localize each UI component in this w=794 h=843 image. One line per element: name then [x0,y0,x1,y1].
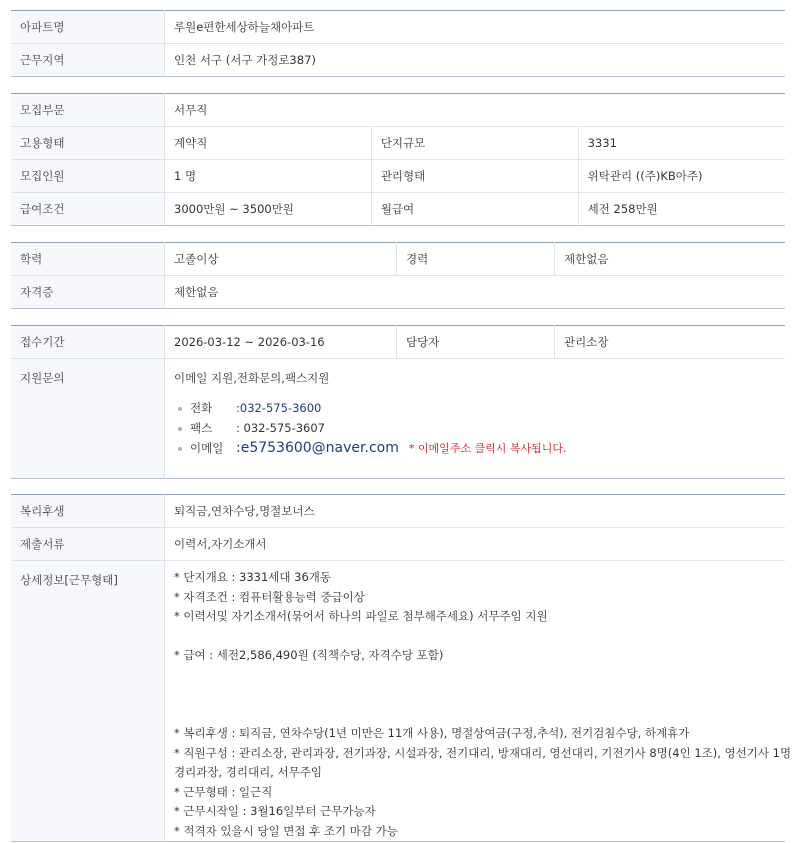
detail-line [174,685,785,705]
fax-label: 팩스 [190,421,213,435]
detail-table [11,494,792,842]
contact-email [176,438,785,459]
contact-phone [176,398,785,418]
inquiry-label: 지원문의 [11,359,165,479]
dept-label: 모집부문 [11,94,165,127]
phone-value[interactable]: :032-575-3600 [236,401,322,415]
inquiry-value: 이메일 지원,전화문의,팩스지원 [174,371,330,385]
dept-value: 서무직 [165,94,786,127]
contact-list [174,398,785,459]
detail-line [174,705,785,725]
career-label: 경력 [397,243,555,276]
edu-value: 고졸이상 [165,243,397,276]
qualification-table [11,242,785,309]
detail-line: * 복리후생 : 퇴직금, 연차수당(1년 미만은 11개 사용), 명절상여금(구정,추석), 전기검침수당, 하계휴가 [174,726,690,740]
salary-label: 급여조건 [11,193,165,226]
apply-table [11,325,785,479]
detail-line: * 급여 : 세전2,586,490원 (직책수당, 자격수당 포함) [174,648,444,662]
headcount-label: 모집인원 [11,160,165,193]
manager-label: 담당자 [397,326,555,359]
detail-line: * 이력서및 자기소개서(묶어서 하나의 파일로 첨부해주세요) 서무주임 지원 [174,609,548,623]
email-copy-note: * 이메일주소 클릭시 복사됩니다. [408,442,567,455]
email-label: 이메일 [190,441,224,455]
license-value: 제한없음 [174,285,219,299]
detail-line: * 자격조건 : 컴퓨터활용능력 중급이상 [174,589,365,604]
manager-value: 관리소장 [555,326,786,359]
detail-line: * 근무시작일 : 3월16일부터 근무가능자 [174,804,376,818]
welfare-label: 복리후생 [11,495,165,528]
apt-name-label: 아파트명 [11,11,165,44]
license-label: 자격증 [11,276,165,309]
salary-value: 3000만원 ~ 3500만원 [174,202,294,216]
monthly-label: 월급여 [371,193,578,226]
monthly-value: 세전 258만원 [587,202,658,216]
complex-size-label: 단지규모 [371,127,578,160]
region-value: 인천 서구 (서구 가정로387) [174,53,316,67]
period-value: 2026-03-12 ~ 2026-03-16 [165,326,397,359]
apartment-table [11,10,785,77]
phone-label: 전화 [190,401,213,415]
detail-line: * 근무형태 : 일근직 [174,784,273,799]
detail-lines [174,568,792,841]
contact-fax [176,418,785,438]
period-label: 접수기간 [11,326,165,359]
detail-line: * 적격자 있을시 당일 면접 후 조기 마감 가능 [174,823,398,838]
apt-name-value: 루원e편한세상하늘채아파트 [165,11,786,44]
emp-type-label: 고용형태 [11,127,165,160]
emp-type-value: 계약직 [165,127,372,160]
detail-label: 상세정보[근무형태] [11,561,165,842]
inquiry-cell [165,359,786,479]
recruit-table [11,93,785,226]
detail-line [174,666,785,686]
fax-value: : 032-575-3607 [236,421,325,435]
detail-line: 경리과장, 경리대리, 서무주임 [174,765,322,779]
docs-label: 제출서류 [11,528,165,561]
edu-label: 학력 [11,243,165,276]
detail-line [174,627,785,647]
mgmt-type-label: 관리형태 [371,160,578,193]
detail-cell [165,561,792,842]
detail-line: * 단지개요 : 3331세대 36개동 [174,570,332,584]
docs-value: 이력서,자기소개서 [165,528,786,561]
headcount-value: 1 명 [165,160,372,193]
complex-size-value: 3331 [578,127,785,160]
region-label: 근무지역 [11,44,165,77]
mgmt-type-value: 위탁관리 ((주)KB아주) [578,160,785,193]
email-link[interactable]: :e5753600@naver.com [236,440,399,456]
welfare-value: 퇴직금,연차수당,명절보너스 [165,495,786,528]
detail-line: * 직원구성 : 관리소장, 관리과장, 전기과장, 시설과장, 전기대리, 방재대리, 영선대리, 기전기사 8명(4인 1조), 영선기사 1명 [174,745,792,760]
career-value: 제한없음 [555,243,786,276]
